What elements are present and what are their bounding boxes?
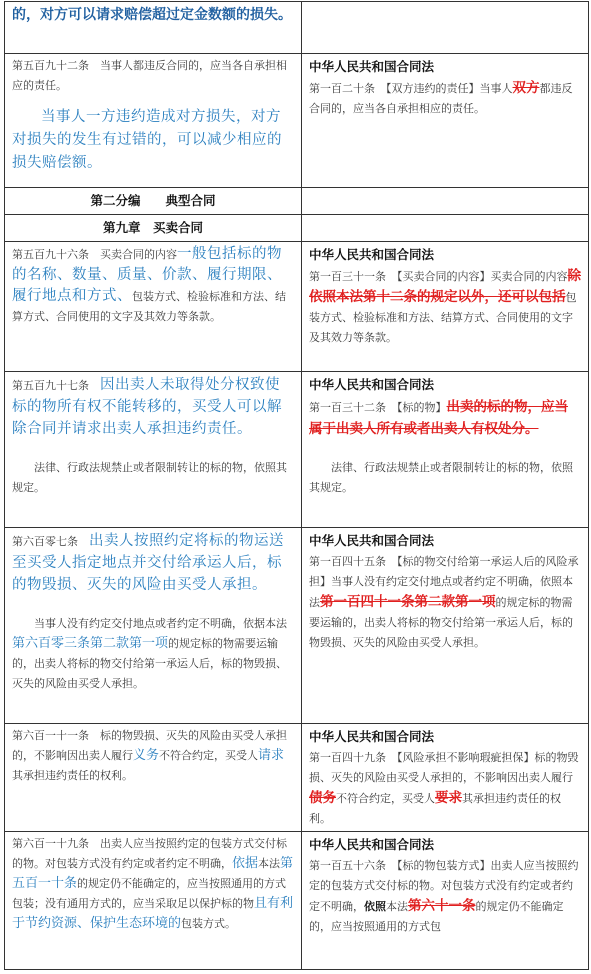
law-title: 中华人民共和国合同法 [309,729,435,744]
table-row [5,54,589,188]
contract-law-cell [302,2,589,54]
contract-law-cell [302,188,589,215]
contract-law-cell [302,724,589,832]
article-597: 第五百九十七条 因出卖人未取得处分权致使标的物所有权不能转移的，买受人可以解除合同并请求出卖人承担违约责任。 [12,377,282,437]
contract-law-cell [302,54,589,188]
law-title: 中华人民共和国合同法 [309,837,435,852]
article-145: 第一百四十五条 【标的物交付给第一承运人后的风险承担】当事人没有约定交付地点或者约定不明确，依照本法第一百四十一条第二款第一项的规定标的物需要运输的，出卖人将标的物交付给第一承运人后，标的物毁损、灭失的风险由买受人承担。 [309,555,579,649]
article-132: 第一百三十二条 【标的物】出卖的标的物，应当属于出卖人所有或者出卖人有权处分。 [309,399,568,437]
table-row [5,528,589,724]
law-title: 中华人民共和国合同法 [309,533,435,548]
comparison-table [4,1,589,970]
civil-code-cell [5,54,302,188]
table-row [5,2,589,54]
civil-code-cell [5,215,302,242]
civil-code-cell [5,528,302,724]
article-619: 第六百一十九条 出卖人应当按照约定的包装方式交付标的物。对包装方式没有约定或者约定不明确，依据本法第五百一十条的规定仍不能确定的，应当按照通用的方式包装；没有通用方式的，应当采取足以保护标的物且有利于节约资源、保护生态环境的包装方式。 [12,837,294,931]
table-row [5,188,589,215]
contract-law-cell [302,528,589,724]
civil-code-cell [5,2,302,54]
contract-law-cell [302,215,589,242]
article-607-para2: 当事人没有约定交付地点或者约定不明确，依据本法第六百零三条第二款第一项的规定标的物需要运输的，出卖人将标的物交付给第一承运人后，标的物毁损、灭失的风险由买受人承担。 [12,617,287,690]
law-title: 中华人民共和国合同法 [309,247,435,262]
article-597-para2: 法律、行政法规禁止或者限制转让的标的物，依照其规定。 [12,461,287,494]
table-row [5,242,589,372]
table-row [5,215,589,242]
table-row [5,372,589,528]
table-row [5,724,589,832]
section-heading: 第二分编 典型合同 [90,193,216,208]
article-156: 第一百五十六条 【标的物包装方式】出卖人应当按照约定的包装方式交付标的物。对包装方式没有约定或者约定不明确，依照本法第六十一条的规定仍不能确定的，应当按照通用的方式包 [309,859,579,933]
law-title: 中华人民共和国合同法 [309,59,435,74]
article-611: 第六百一十一条 标的物毁损、灭失的风险由买受人承担的，不影响因出卖人履行义务不符合约定，买受人请求其承担违约责任的权利。 [12,729,287,782]
table-row [5,832,589,970]
civil-code-cell [5,188,302,215]
article-607: 第六百零七条 出卖人按照约定将标的物运送至买受人指定地点并交付给承运人后，标的物毁损、灭失的风险由买受人承担。 [12,533,284,593]
civil-code-cell [5,832,302,970]
article-149: 第一百四十九条 【风险承担不影响瑕疵担保】标的物毁损、灭失的风险由买受人承担的，不影响因出卖人履行债务不符合约定，买受人要求其承担违约责任的权利。 [309,751,579,825]
article-120: 第一百二十条 【双方违约的责任】当事人双方都违反合同的，应当各自承担相应的责任。 [309,80,573,115]
article-592-para2: 当事人一方违约造成对方损失，对方对损失的发生有过错的，可以减少相应的损失赔偿额。 [12,109,282,171]
civil-code-cell [5,372,302,528]
civil-code-cell [5,242,302,372]
article-continuation: 的，对方可以请求赔偿超过定金数额的损失。 [12,7,292,23]
contract-law-cell [302,242,589,372]
contract-law-cell [302,832,589,970]
article-132-para2: 法律、行政法规禁止或者限制转让的标的物，依照其规定。 [309,461,573,494]
civil-code-cell [5,724,302,832]
law-title: 中华人民共和国合同法 [309,377,435,392]
article-131: 第一百三十一条 【买卖合同的内容】买卖合同的内容除依照本法第十二条的规定以外，还可以包括包装方式、检验标准和方法、结算方式、合同使用的文字及其效力等条款。 [309,268,581,344]
article-592: 第五百九十二条 当事人都违反合同的，应当各自承担相应的责任。 [12,59,287,92]
article-596: 第五百九十六条 买卖合同的内容一般包括标的物的名称、数量、质量、价款、履行期限、履行地点和方式、包装方式、检验标准和方法、结算方式、合同使用的文字及其效力等条款。 [12,246,286,323]
contract-law-cell [302,372,589,528]
chapter-heading: 第九章 买卖合同 [102,220,203,235]
